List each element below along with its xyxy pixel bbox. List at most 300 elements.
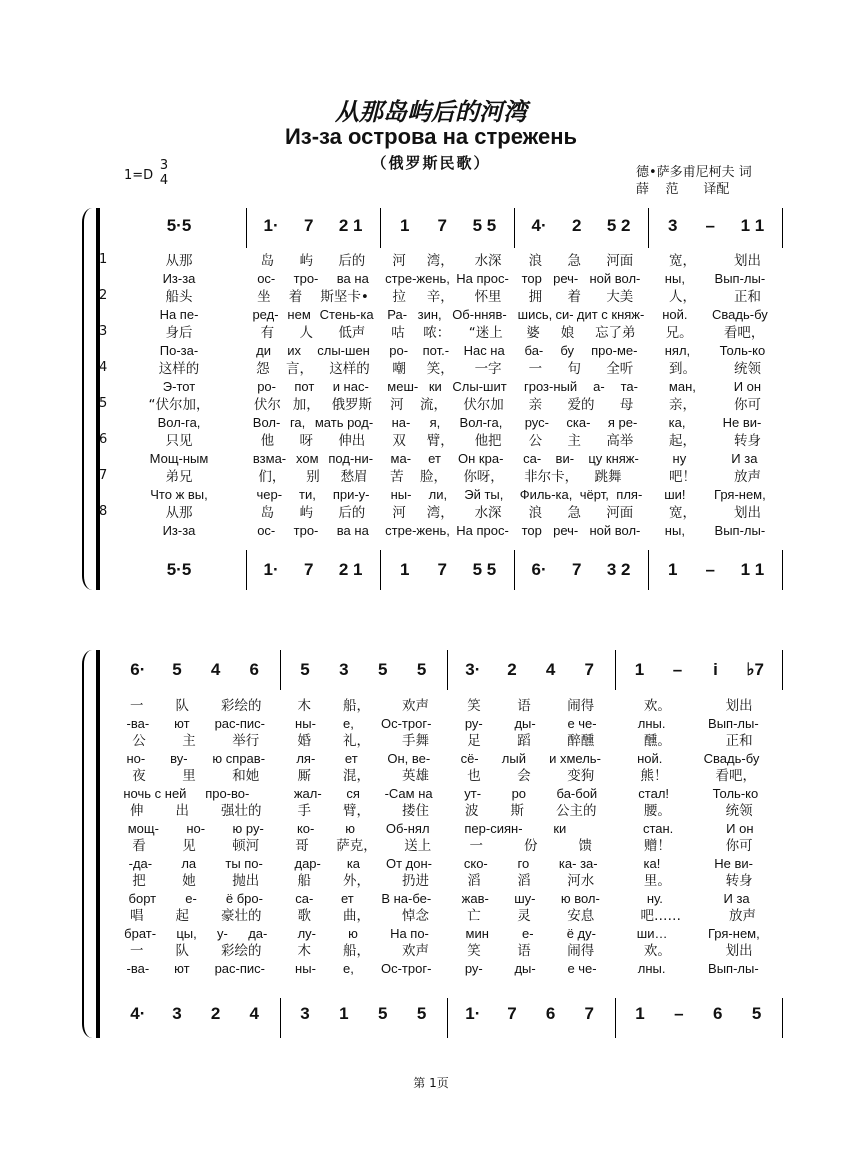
note: – (705, 216, 715, 235)
lyric-syllable: 婆 (526, 325, 540, 341)
lyric-syllable: 举行 (232, 733, 260, 749)
lyric-syllable: Вып-лы- (714, 271, 766, 286)
lyric-syllable: 英雄 (402, 768, 429, 784)
lyric-syllable: Он кра- (458, 451, 504, 466)
lyric-syllable: 河水 (567, 873, 595, 889)
lyric-syllable: 怨 (256, 361, 270, 377)
lyric-measure (112, 450, 246, 468)
note: 7 (584, 1004, 594, 1023)
lyric-measure (648, 450, 782, 468)
lyric-syllable: ет (344, 750, 358, 766)
lyric-syllable: И он (726, 820, 754, 836)
lyric-line (112, 697, 782, 715)
measure (648, 560, 782, 580)
lyric-syllable: 跳舞 (594, 469, 622, 485)
lyric-syllable: ю (345, 820, 355, 836)
barline-start (96, 650, 100, 1038)
lyric-syllable: -да- (128, 855, 153, 871)
lyric-syllable: 河 (392, 505, 406, 521)
lyric-measure (280, 697, 448, 715)
lyric-syllable: ной вол- (589, 271, 641, 286)
lyric-measure (246, 288, 380, 306)
lyric-line (112, 802, 782, 820)
note: 5·5 (166, 216, 192, 235)
lyric-syllable: На прос- (456, 523, 509, 538)
lyric-syllable: рас-пис- (214, 715, 265, 731)
lyric-syllable: ты по- (225, 855, 263, 871)
note: 5 (416, 660, 427, 679)
lyric-syllable: мать род- (314, 415, 374, 430)
lyric-line (112, 252, 782, 270)
lyric-syllable: 嘲 (392, 361, 406, 377)
note: 5 5 (472, 216, 497, 235)
note: 5 (300, 660, 310, 679)
measure (380, 216, 514, 236)
lyric-syllable: их (287, 343, 301, 358)
lyric-syllable: Ос-трог- (380, 960, 432, 976)
lyric-syllable: 笑 (467, 943, 481, 959)
lyric-syllable: 公主的 (556, 803, 597, 819)
barline (782, 650, 783, 690)
lyric-measure (380, 486, 514, 504)
lyric-syllable: ет (428, 451, 441, 466)
lyric-syllable: 木 (297, 698, 311, 714)
note: 2 1 (338, 560, 363, 579)
verse-number: 8 (99, 504, 108, 519)
key-signature: 1=D (124, 168, 154, 183)
lyric-syllable: 苦 (390, 469, 404, 485)
lyric-syllable: Гря-нем, (714, 487, 766, 502)
lyric-syllable: тро- (293, 523, 319, 538)
lyric-syllable: “伏尔加， (148, 397, 210, 413)
lyric-measure (615, 802, 783, 820)
note: 1 (634, 660, 645, 679)
barline (782, 208, 783, 248)
system-brace (82, 650, 94, 1038)
note: 7 (437, 560, 447, 579)
lyric-syllable: 船头 (165, 289, 193, 305)
lyric-measure (112, 504, 246, 522)
lyric-measure (246, 360, 380, 378)
measure (514, 560, 648, 580)
lyric-line (112, 872, 782, 890)
note: 2 (507, 660, 517, 679)
lyric-measure (648, 414, 782, 432)
lyric-measure (380, 414, 514, 432)
lyric-syllable: 灵 (517, 908, 531, 924)
lyric-syllable: Вол- (252, 415, 281, 430)
lyric-syllable: 臂， (426, 433, 454, 449)
lyric-measure (615, 715, 783, 733)
lyric-syllable: 闹得 (567, 943, 595, 959)
lyric-syllable: “迷上 (468, 325, 503, 341)
lyric-syllable: И за (723, 890, 750, 906)
lyric-line (112, 715, 782, 733)
lyric-syllable: 欢。 (643, 698, 671, 714)
lyric-syllable: ки (428, 379, 442, 394)
lyric-syllable: зин, (417, 307, 442, 322)
lyric-syllable: На пе- (159, 307, 199, 322)
lyric-syllable: 语 (517, 698, 531, 714)
lyric-syllable: Эй ты, (464, 487, 504, 502)
lyric-measure (112, 925, 280, 943)
lyric-syllable: 从那 (165, 253, 193, 269)
lyric-measure (246, 252, 380, 270)
lyric-syllable: 大美 (606, 289, 634, 305)
lyric-syllable: ру- (464, 960, 483, 976)
lyric-syllable: ды- (514, 960, 536, 976)
measure (112, 660, 280, 680)
lyric-measure (380, 450, 514, 468)
note: i (713, 660, 718, 679)
lyric-syllable: Об-нняв- (452, 307, 507, 322)
lyric-syllable: ла (181, 855, 197, 871)
note: 2 1 (338, 216, 363, 235)
lyric-syllable: 母 (619, 397, 634, 413)
note: 5 2 (606, 216, 631, 235)
lyric-syllable: на- (391, 415, 411, 430)
lyric-syllable: стан. (642, 820, 674, 836)
lyric-syllable: 公 (528, 433, 543, 449)
lyric-syllable: ночь с ней (123, 785, 187, 801)
lyric-syllable: 哝： (423, 325, 451, 341)
lyric-measure (615, 942, 783, 960)
lyric-syllable: 水深 (474, 505, 502, 521)
lyric-syllable: пер-сиян- (464, 820, 523, 836)
lyric-syllable: 伏尔加 (463, 397, 504, 413)
lyric-syllable: ву- (170, 750, 188, 766)
lyric-measure (447, 732, 615, 750)
lyric-syllable: меш- (387, 379, 419, 394)
lyric-syllable: ска- (566, 415, 591, 430)
note: – (705, 560, 715, 579)
measure (246, 216, 380, 236)
lyric-syllable: На прос- (456, 271, 509, 286)
lyric-syllable: 河面 (606, 505, 634, 521)
lyric-syllable: 斯 (510, 803, 524, 819)
system-brace (82, 208, 94, 590)
lyric-syllable: нем (287, 307, 311, 322)
lyric-measure (648, 378, 782, 396)
lyric-syllable: ман, (668, 379, 696, 394)
lyric-measure (447, 942, 615, 960)
lyric-syllable: 扔进 (402, 873, 429, 889)
lyric-syllable: 非尔卡， (524, 469, 579, 485)
lyric-measure (246, 486, 380, 504)
lyric-syllable: 腰。 (643, 803, 671, 819)
lyric-syllable: 笑 (467, 698, 481, 714)
lyric-syllable: 也 (467, 768, 481, 784)
lyric-syllable: ос- (257, 523, 276, 538)
lyric-syllable: Филь-ка, (519, 487, 573, 502)
lyric-syllable: ли, (428, 487, 448, 502)
measure (615, 660, 783, 680)
lyric-measure (648, 432, 782, 450)
top-notes-row (112, 216, 782, 236)
lyric-measure (112, 360, 246, 378)
lyric-syllable: На по- (390, 925, 429, 941)
note: 7 (304, 216, 314, 235)
note: 1· (465, 1004, 481, 1023)
lyric-syllable: е- (522, 925, 534, 941)
lyric-syllable: 队 (175, 943, 189, 959)
note: 2 (210, 1004, 221, 1023)
lyric-measure (514, 252, 648, 270)
lyric-measure (615, 960, 783, 978)
lyric-syllable: 你可 (734, 397, 761, 413)
lyric-measure (514, 450, 648, 468)
verse-number: 5 (99, 396, 108, 411)
lyric-syllable: 滔 (467, 873, 481, 889)
lyric-measure (380, 252, 514, 270)
lyric-syllable: -ва- (126, 960, 150, 976)
lyric-line (112, 855, 782, 873)
lyric-syllable: 急 (567, 505, 581, 521)
lyric-measure (280, 960, 448, 978)
lyric-syllable: ско- (463, 855, 488, 871)
lyric-measure (112, 960, 280, 978)
verse-number: 6 (99, 432, 108, 447)
lyric-measure (615, 820, 783, 838)
lyric-syllable: лны. (637, 960, 666, 976)
lyric-syllable: го (517, 855, 530, 871)
lyric-syllable: 他 (260, 433, 275, 449)
lyric-measure (380, 378, 514, 396)
lyric-measure (615, 697, 783, 715)
lyric-measure (246, 450, 380, 468)
lyric-syllable: Вып-лы- (708, 960, 759, 976)
lyric-syllable: ва на (336, 271, 369, 286)
lyric-measure (380, 504, 514, 522)
lyric-syllable: -Сам на (384, 785, 433, 801)
lyric-measure (380, 324, 514, 342)
lyric-syllable: 醺。 (643, 733, 671, 749)
lyric-measure (112, 767, 280, 785)
lyric-syllable: Не ви- (714, 855, 754, 871)
lyric-syllable: ной. (662, 307, 688, 322)
lyric-measure (648, 396, 782, 414)
verse-number: 7 (99, 468, 108, 483)
lyric-syllable: 彩绘的 (221, 943, 262, 959)
bottom-notes-row (112, 560, 782, 580)
lyric-syllable: 和她 (232, 768, 260, 784)
lyric-measure (514, 468, 648, 486)
lyric-measure (380, 468, 514, 486)
lyric-syllable: 一字 (474, 361, 502, 377)
note: 5 (377, 660, 388, 679)
lyric-syllable: 公 (132, 733, 146, 749)
lyric-syllable: пот.- (422, 343, 450, 358)
lyric-syllable: и нас- (332, 379, 369, 394)
lyric-measure (246, 306, 380, 324)
note: 3 (172, 1004, 182, 1023)
lyric-syllable: 辛， (426, 289, 454, 305)
lyric-measure (246, 414, 380, 432)
lyric-syllable: 坐 (257, 289, 271, 305)
lyric-syllable: борт (128, 890, 157, 906)
lyric-measure (112, 342, 246, 360)
lyric-syllable: Мощ-ным (149, 451, 209, 466)
lyric-syllable: рас-пис- (214, 960, 265, 976)
lyric-measure (112, 252, 246, 270)
lyric-syllable: Вып-лы- (708, 715, 759, 731)
lyric-syllable: тро- (293, 271, 319, 286)
lyric-syllable: при-у- (332, 487, 370, 502)
lyric-syllable: 亲 (528, 397, 543, 413)
lyric-syllable: е- (185, 890, 197, 906)
lyric-syllable: 夜 (132, 768, 146, 784)
note: 5 (377, 1004, 388, 1023)
lyric-measure (615, 872, 783, 890)
lyric-syllable: 着 (567, 289, 581, 305)
lyric-measure (280, 925, 448, 943)
lyric-measure (447, 925, 615, 943)
lyric-measure (112, 907, 280, 925)
lyric-syllable: 划出 (734, 505, 761, 521)
note: 5·5 (166, 560, 192, 579)
lyric-measure (112, 855, 280, 873)
lyric-syllable: ю справ- (212, 750, 266, 766)
lyric-syllable: Гря-нем, (708, 925, 760, 941)
lyric-syllable: 你呀， (463, 469, 504, 485)
lyric-syllable: ка (346, 855, 361, 871)
lyric-syllable: 弟兄 (165, 469, 193, 485)
lyric-syllable: 手舞 (402, 733, 429, 749)
lyric-syllable: 统领 (734, 361, 761, 377)
lyric-measure (648, 522, 782, 540)
note: 1 (399, 216, 410, 235)
lyric-syllable: ко- (296, 820, 315, 836)
lyric-syllable: 流， (419, 397, 447, 413)
lyric-syllable: ка- за- (558, 855, 598, 871)
lyric-syllable: И за (731, 451, 758, 466)
lyric-syllable: 这样的 (158, 361, 200, 377)
lyric-syllable: 足 (467, 733, 481, 749)
lyric-measure (380, 288, 514, 306)
lyric-measure (615, 785, 783, 803)
lyric-measure (112, 837, 280, 855)
page-number: 第 1页 (413, 1076, 449, 1090)
lyric-syllable: 岛 (260, 505, 275, 521)
lyric-measure (280, 820, 448, 838)
lyric-line (112, 378, 782, 396)
note: 4 (545, 660, 556, 679)
lyric-syllable: 转身 (734, 433, 761, 449)
lyric-measure (280, 785, 448, 803)
lyric-syllable: ся (346, 785, 360, 801)
lyric-syllable: 笑， (426, 361, 454, 377)
lyric-line (112, 288, 782, 306)
lyric-syllable: 别 (306, 469, 320, 485)
lyric-syllable: 手 (297, 803, 311, 819)
measure (648, 216, 782, 236)
bottom-notes-row (112, 1004, 782, 1024)
note: 4· (130, 1004, 146, 1023)
lyric-syllable: В на-бе- (381, 890, 432, 906)
note: 3 (667, 216, 678, 235)
lyric-syllable: 放声 (734, 469, 761, 485)
lyric-syllable: 从那 (165, 505, 193, 521)
lyric-syllable: 他把 (474, 433, 502, 449)
lyric-syllable: та- (620, 379, 638, 394)
lyric-measure (447, 697, 615, 715)
lyric-line (112, 837, 782, 855)
lyric-measure (648, 306, 782, 324)
lyric-measure (615, 767, 783, 785)
note: 3 2 (606, 560, 631, 579)
note: 1 (339, 1004, 349, 1023)
lyric-syllable: ро- (389, 343, 409, 358)
lyric-measure (246, 504, 380, 522)
lyric-measure (380, 396, 514, 414)
lyric-syllable: 有 (260, 325, 275, 341)
lyric-measure (112, 942, 280, 960)
lyric-syllable: 馈 (578, 838, 592, 854)
note: 7 (584, 660, 594, 679)
lyric-measure (246, 270, 380, 288)
lyric-syllable: 这样的 (329, 361, 370, 377)
lyric-measure (112, 890, 280, 908)
note: 1 (635, 1004, 645, 1023)
lyric-syllable: 浪 (528, 253, 543, 269)
measure (615, 1004, 783, 1024)
lyric-syllable: е, (343, 960, 354, 976)
lyric-syllable: я ре- (607, 415, 638, 430)
lyric-syllable: 正和 (725, 733, 753, 749)
lyric-syllable: 歌 (297, 908, 311, 924)
lyric-syllable: 主 (567, 433, 581, 449)
lyric-syllable: От дон- (386, 855, 433, 871)
credits: 德•萨多甫尼柯夫 词 薛 范 译配 (636, 165, 752, 197)
lyric-measure (280, 872, 448, 890)
lyric-syllable: ши… (636, 925, 668, 941)
lyric-measure (514, 270, 648, 288)
lyric-syllable: тор (521, 523, 542, 538)
lyric-syllable: 滔 (517, 873, 531, 889)
lyric-measure (246, 396, 380, 414)
lyric-line (112, 504, 782, 522)
lyric-measure (447, 872, 615, 890)
lyric-measure (514, 306, 648, 324)
lyric-syllable: 屿 (299, 253, 313, 269)
note: 7 (572, 560, 582, 579)
lyric-syllable: ют (174, 715, 190, 731)
lyric-syllable: 愁眉 (340, 469, 368, 485)
lyric-measure (615, 837, 783, 855)
lyric-syllable: 爱的 (567, 397, 595, 413)
note: 1 (667, 560, 678, 579)
lyric-measure (112, 378, 246, 396)
lyric-syllable: 豪壮的 (221, 908, 262, 924)
lyric-measure (112, 324, 246, 342)
lyric-syllable: 安息 (567, 908, 595, 924)
lyric-line (112, 468, 782, 486)
lyric-syllable: 份 (524, 838, 538, 854)
lyric-syllable: ро (511, 785, 527, 801)
lyric-syllable: Вып-лы- (714, 523, 766, 538)
lyric-measure (615, 890, 783, 908)
lyric-line (112, 342, 782, 360)
lyric-syllable: 会 (517, 768, 531, 784)
lyric-measure (514, 522, 648, 540)
lyric-syllable: 抛出 (232, 873, 260, 889)
lyric-syllable: 一 (469, 838, 483, 854)
verse-number: 3 (99, 324, 108, 339)
lyric-measure (380, 432, 514, 450)
lyric-syllable: 看 (132, 838, 146, 854)
lyric-line (112, 820, 782, 838)
lyric-measure (112, 396, 246, 414)
